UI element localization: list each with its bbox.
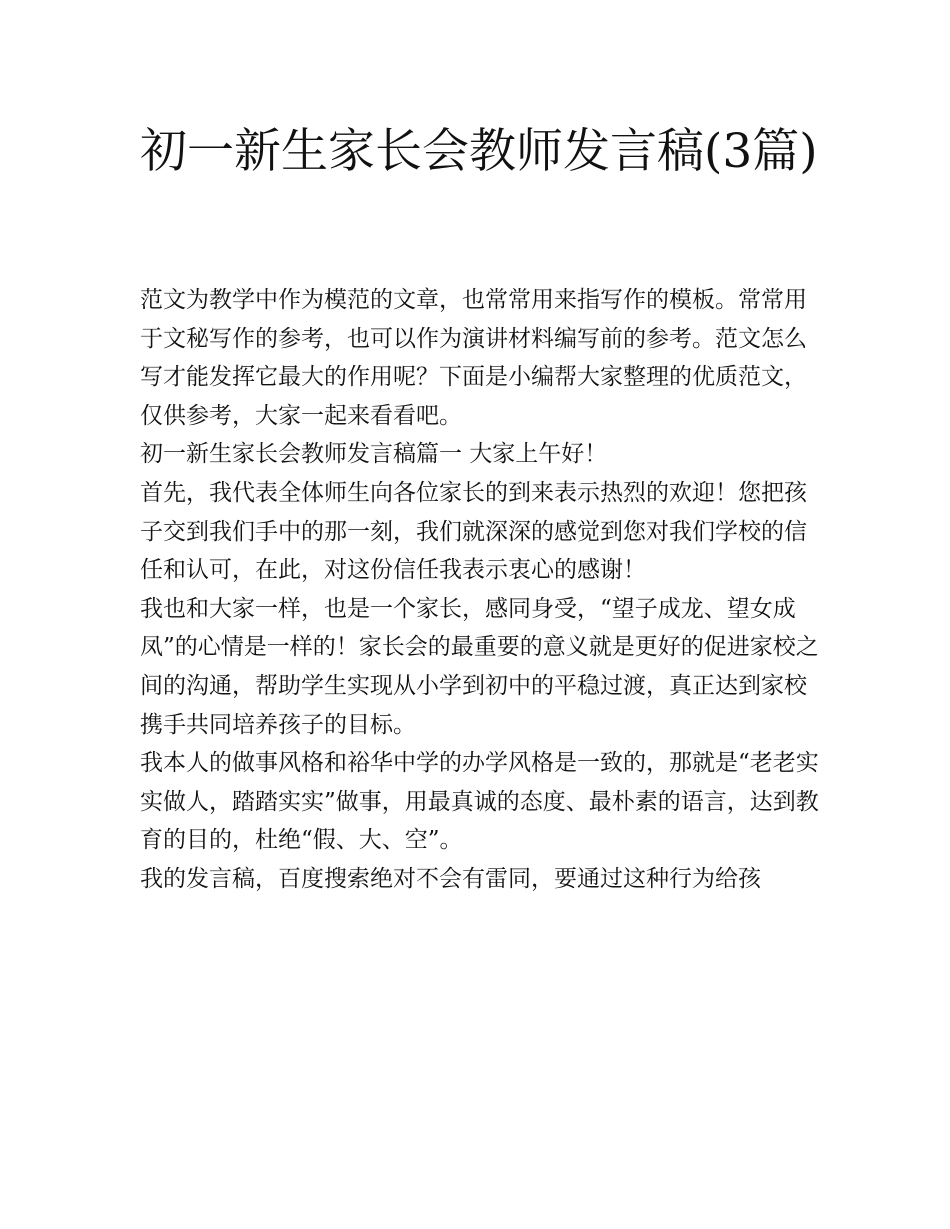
document-title: 初一新生家长会教师发言稿(3篇) bbox=[140, 124, 818, 179]
paragraph-speech: 我的发言稿，百度搜索绝对不会有雷同，要通过这种行为给孩 bbox=[140, 865, 761, 892]
paragraph-intro: 范文为教学中作为模范的文章，也常常用来指写作的模板。常常用于文秘写作的参考，也可以作为演讲材料编写前的参考。范文怎么写才能发挥它最大的作用呢？下面是小编帮大家整理的优质范文，仅供参考，大家一起来看看吧。 bbox=[140, 287, 807, 429]
document-body bbox=[140, 281, 820, 899]
paragraph-parent: 我也和大家一样，也是一个家长，感同身受，“望子成龙、望女成凤”的心情是一样的！家长会的最重要的意义就是更好的促进家校之间的沟通，帮助学生实现从小学到初中的平稳过渡，真正达到家校携手共同培养孩子的目标。 bbox=[140, 595, 819, 738]
paragraph-greeting: 初一新生家长会教师发言稿篇一 大家上午好！ bbox=[140, 441, 608, 468]
paragraph-style: 我本人的做事风格和裕华中学的办学风格是一致的，那就是“老老实实做人，踏踏实实”做事，用最真诚的态度、最朴素的语言，达到教育的目的，杜绝“假、大、空”。 bbox=[140, 750, 819, 854]
paragraph-welcome: 首先，我代表全体师生向各位家长的到来表示热烈的欢迎！您把孩子交到我们手中的那一刻，我们就深深的感觉到您对我们学校的信任和认可，在此，对这份信任我表示衷心的感谢！ bbox=[140, 479, 807, 584]
